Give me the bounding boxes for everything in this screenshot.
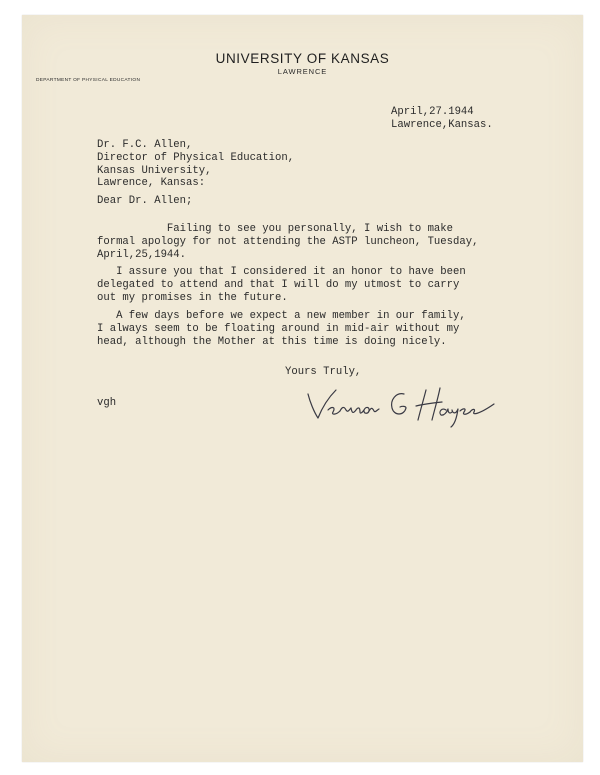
letter-paper [22, 15, 583, 762]
recipient-location: Lawrence, Kansas: [97, 177, 206, 190]
paragraph-line: I assure you that I considered it an honor to have been [97, 266, 466, 278]
paragraph-line: out my promises in the future. [97, 291, 288, 304]
letterhead-department: DEPARTMENT OF PHYSICAL EDUCATION [36, 78, 141, 83]
paragraph-line: delegated to attend and that I will do my utmost to carry [97, 278, 460, 291]
letterhead-institution: UNIVERSITY OF KANSAS [215, 51, 390, 66]
recipient-name: Dr. F.C. Allen, [97, 139, 193, 151]
salutation: Dear Dr. Allen; [97, 195, 193, 207]
paragraph-assurance [97, 266, 466, 304]
letter-place: Lawrence,Kansas. [391, 118, 493, 131]
date-block [391, 106, 493, 132]
closing: Yours Truly, [285, 366, 362, 378]
typist-initials: vgh [97, 397, 117, 409]
paragraph-line: April,25,1944. [97, 248, 187, 261]
recipient-address [97, 139, 294, 190]
paragraph-line: A few days before we expect a new member in our family, [97, 310, 466, 322]
paragraph-line: formal apology for not attending the ASTP luncheon, Tuesday, [97, 235, 479, 248]
paragraph-family [97, 310, 466, 348]
recipient-org: Kansas University, [97, 164, 212, 177]
letterhead-city: LAWRENCE [277, 67, 328, 76]
letter-date: April,27.1944 [391, 106, 474, 118]
paragraph-line: I always seem to be floating around in mid-air without my [97, 322, 460, 335]
paragraph-line: head, although the Mother at this time is doing nicely. [97, 335, 447, 348]
paragraph-line: Failing to see you personally, I wish to make [97, 223, 454, 235]
recipient-title: Director of Physical Education, [97, 151, 295, 164]
paragraph-apology [97, 223, 478, 261]
handwritten-signature [300, 380, 500, 428]
